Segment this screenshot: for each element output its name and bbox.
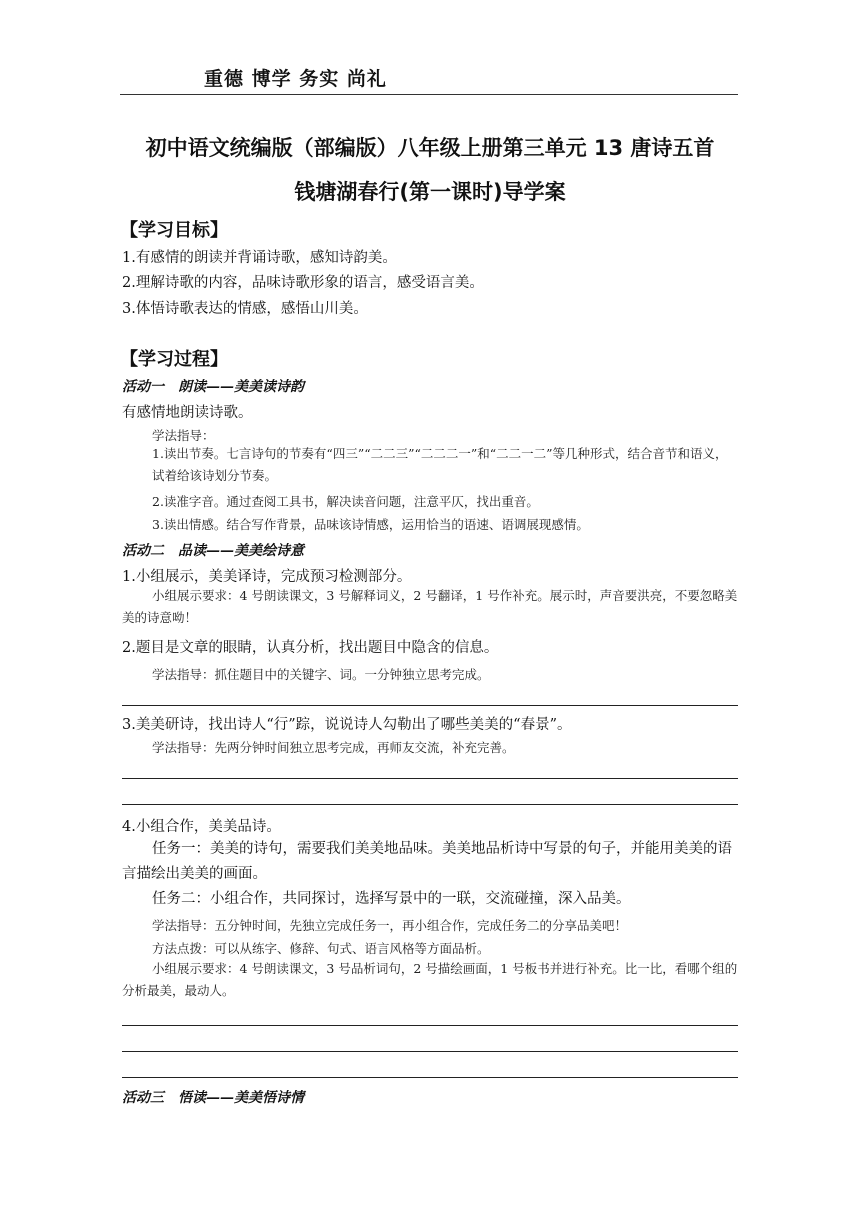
guide-tip: 2.读准字音。通过查阅工具书，解决读音问题，注意平仄，找出重音。 xyxy=(152,494,539,509)
guide-note: 学法指导：先两分钟时间独立思考完成，再师友交流，补充完善。 xyxy=(152,740,515,755)
question-4: 4.小组合作，美美品诗。 xyxy=(122,819,281,835)
guide-tip: 3.读出情感。结合写作背景，品味该诗情感，运用恰当的语速、语调展现感情。 xyxy=(152,517,589,532)
guide-note: 学法指导：五分钟时间，先独立完成任务一，再小组合作，完成任务二的分享品美吧！ xyxy=(152,918,628,933)
document-subtitle: 钱塘湖春行(第一课时)导学案 xyxy=(294,180,566,204)
guide-tip: 1.读出节奏。七言诗句的节奏有“四三”“二二三”“二二二一”和“二二一二”等几种形式，结合音节和语义，试着给该诗划分节奏。 xyxy=(152,446,728,483)
question-2: 2.题目是文章的眼睛，认真分析，找出题目中隐含的信息。 xyxy=(122,640,499,656)
group-requirement: 小组展示要求：4 号朗读课文，3 号解释词义，2 号翻译，1 号作补充。展示时，声音要洪亮，不要忽略美美的诗意呦！ xyxy=(122,588,738,625)
guide-label: 学法指导： xyxy=(152,428,215,443)
answer-line[interactable] xyxy=(122,705,738,706)
group-requirement: 小组展示要求：4 号朗读课文，3 号品析词句，2 号描绘画面，1 号板书并进行补充。比一比，看哪个组的分析最美，最动人。 xyxy=(122,961,738,998)
goal-item: 2.理解诗歌的内容，品味诗歌形象的语言，感受语言美。 xyxy=(122,275,484,291)
answer-line[interactable] xyxy=(122,1051,738,1052)
goal-item: 3.体悟诗歌表达的情感，感悟山川美。 xyxy=(122,301,368,317)
answer-line[interactable] xyxy=(122,778,738,779)
answer-line[interactable] xyxy=(122,1025,738,1026)
activity-one-intro: 有感情地朗读诗歌。 xyxy=(122,405,253,421)
activity-one-title: 活动一 朗读——美美读诗韵 xyxy=(122,379,304,395)
answer-line[interactable] xyxy=(122,1077,738,1078)
document-title: 初中语文统编版（部编版）八年级上册第三单元 13 唐诗五首 xyxy=(145,136,715,160)
header-divider xyxy=(120,94,738,95)
goals-heading: 【学习目标】 xyxy=(120,220,228,241)
process-heading: 【学习过程】 xyxy=(120,349,228,370)
activity-three-title: 活动三 悟读——美美悟诗情 xyxy=(122,1090,304,1106)
question-3: 3.美美研诗，找出诗人“行”踪，说说诗人勾勒出了哪些美美的“春景”。 xyxy=(122,717,572,733)
method-note: 方法点拨：可以从练字、修辞、句式、语言风格等方面品析。 xyxy=(152,941,490,956)
task-one: 任务一：美美的诗句，需要我们美美地品味。美美地品析诗中写景的句子，并能用美美的语言描绘出美美的画面。 xyxy=(122,841,732,882)
answer-line[interactable] xyxy=(122,804,738,805)
guide-note: 学法指导：抓住题目中的关键字、词。一分钟独立思考完成。 xyxy=(152,667,490,682)
school-motto: 重德 博学 务实 尚礼 xyxy=(204,68,387,90)
question-1: 1.小组展示，美美译诗，完成预习检测部分。 xyxy=(122,569,412,585)
goal-item: 1.有感情的朗读并背诵诗歌，感知诗韵美。 xyxy=(122,250,397,266)
activity-two-title: 活动二 品读——美美绘诗意 xyxy=(122,543,304,559)
task-two: 任务二：小组合作，共同探讨，选择写景中的一联，交流碰撞，深入品美。 xyxy=(152,891,631,907)
